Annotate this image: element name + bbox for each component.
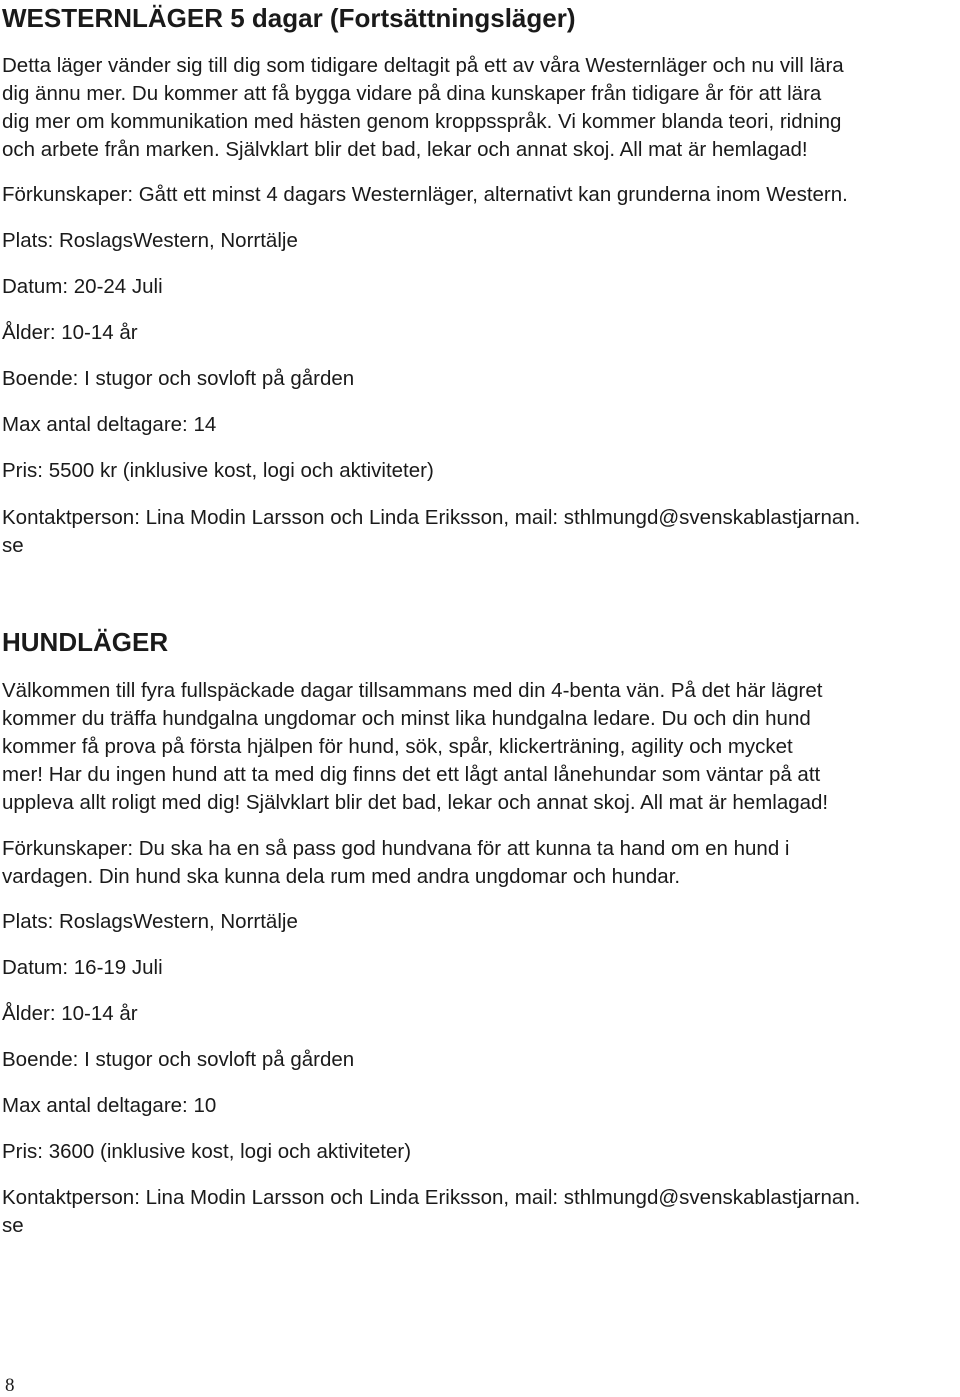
hundlager-place: Plats: RoslagsWestern, Norrtälje: [2, 910, 298, 933]
westernlager-contact: Kontaktperson: Lina Modin Larsson och Linda Eriksson, mail: sthlmungd@svenskablastjarnan.: [2, 506, 861, 529]
document-page: [2, 0, 958, 1395]
westernlager-age: Ålder: 10-14 år: [2, 321, 138, 344]
hundlager-prerequisites: Förkunskaper: Du ska ha en så pass god hundvana för att kunna ta hand om en hund i: [2, 837, 790, 860]
hundlager-prerequisites-cont: vardagen. Din hund ska kunna dela rum med andra ungdomar och hundar.: [2, 865, 681, 888]
hundlager-date: Datum: 16-19 Juli: [2, 956, 163, 979]
westernlager-contact-cont: se: [2, 534, 24, 557]
hundlager-intro-line: kommer få prova på första hjälpen för hund, sök, spår, klickerträning, agility och mycket: [2, 735, 793, 758]
westernlager-intro-line: dig ännu mer. Du kommer att få bygga vidare på dina kunskaper från tidigare år för att lära: [2, 82, 822, 105]
hundlager-age: Ålder: 10-14 år: [2, 1002, 138, 1025]
hundlager-intro-line: uppleva allt roligt med dig! Självklart blir det bad, lekar och annat skoj. All mat är hemlagad!: [2, 791, 829, 814]
westernlager-intro-line: dig mer om kommunikation med hästen genom kroppsspråk. Vi kommer blanda teori, ridning: [2, 110, 842, 133]
westernlager-max-participants: Max antal deltagare: 14: [2, 413, 217, 436]
page-number: 8: [5, 1375, 15, 1396]
westernlager-prerequisites: Förkunskaper: Gått ett minst 4 dagars Westernläger, alternativt kan grunderna inom Western.: [2, 183, 848, 206]
westernlager-intro-line: Detta läger vänder sig till dig som tidigare deltagit på ett av våra Westernläger och nu vill lära: [2, 54, 844, 77]
westernlager-intro-line: och arbete från marken. Självklart blir det bad, lekar och annat skoj. All mat är hemlagad!: [2, 138, 808, 161]
hundlager-price: Pris: 3600 (inklusive kost, logi och aktiviteter): [2, 1140, 412, 1163]
hundlager-intro-line: kommer du träffa hundgalna ungdomar och minst lika hundgalna ledare. Du och din hund: [2, 707, 811, 730]
hundlager-title: HUNDLÄGER: [2, 627, 169, 657]
westernlager-lodging: Boende: I stugor och sovloft på gården: [2, 367, 355, 390]
hundlager-contact-cont: se: [2, 1214, 24, 1237]
hundlager-intro-line: Välkommen till fyra fullspäckade dagar tillsammans med din 4-benta vän. På det här lägret: [2, 679, 823, 702]
westernlager-place: Plats: RoslagsWestern, Norrtälje: [2, 229, 298, 252]
hundlager-max-participants: Max antal deltagare: 10: [2, 1094, 217, 1117]
hundlager-intro-line: mer! Har du ingen hund att ta med dig finns det ett lågt antal lånehundar som väntar på att: [2, 763, 821, 786]
hundlager-lodging: Boende: I stugor och sovloft på gården: [2, 1048, 355, 1071]
westernlager-price: Pris: 5500 kr (inklusive kost, logi och aktiviteter): [2, 459, 434, 482]
westernlager-date: Datum: 20-24 Juli: [2, 275, 163, 298]
hundlager-contact: Kontaktperson: Lina Modin Larsson och Linda Eriksson, mail: sthlmungd@svenskablastjarnan.: [2, 1186, 861, 1209]
westernlager-title: WESTERNLÄGER 5 dagar (Fortsättningsläger): [2, 3, 576, 33]
